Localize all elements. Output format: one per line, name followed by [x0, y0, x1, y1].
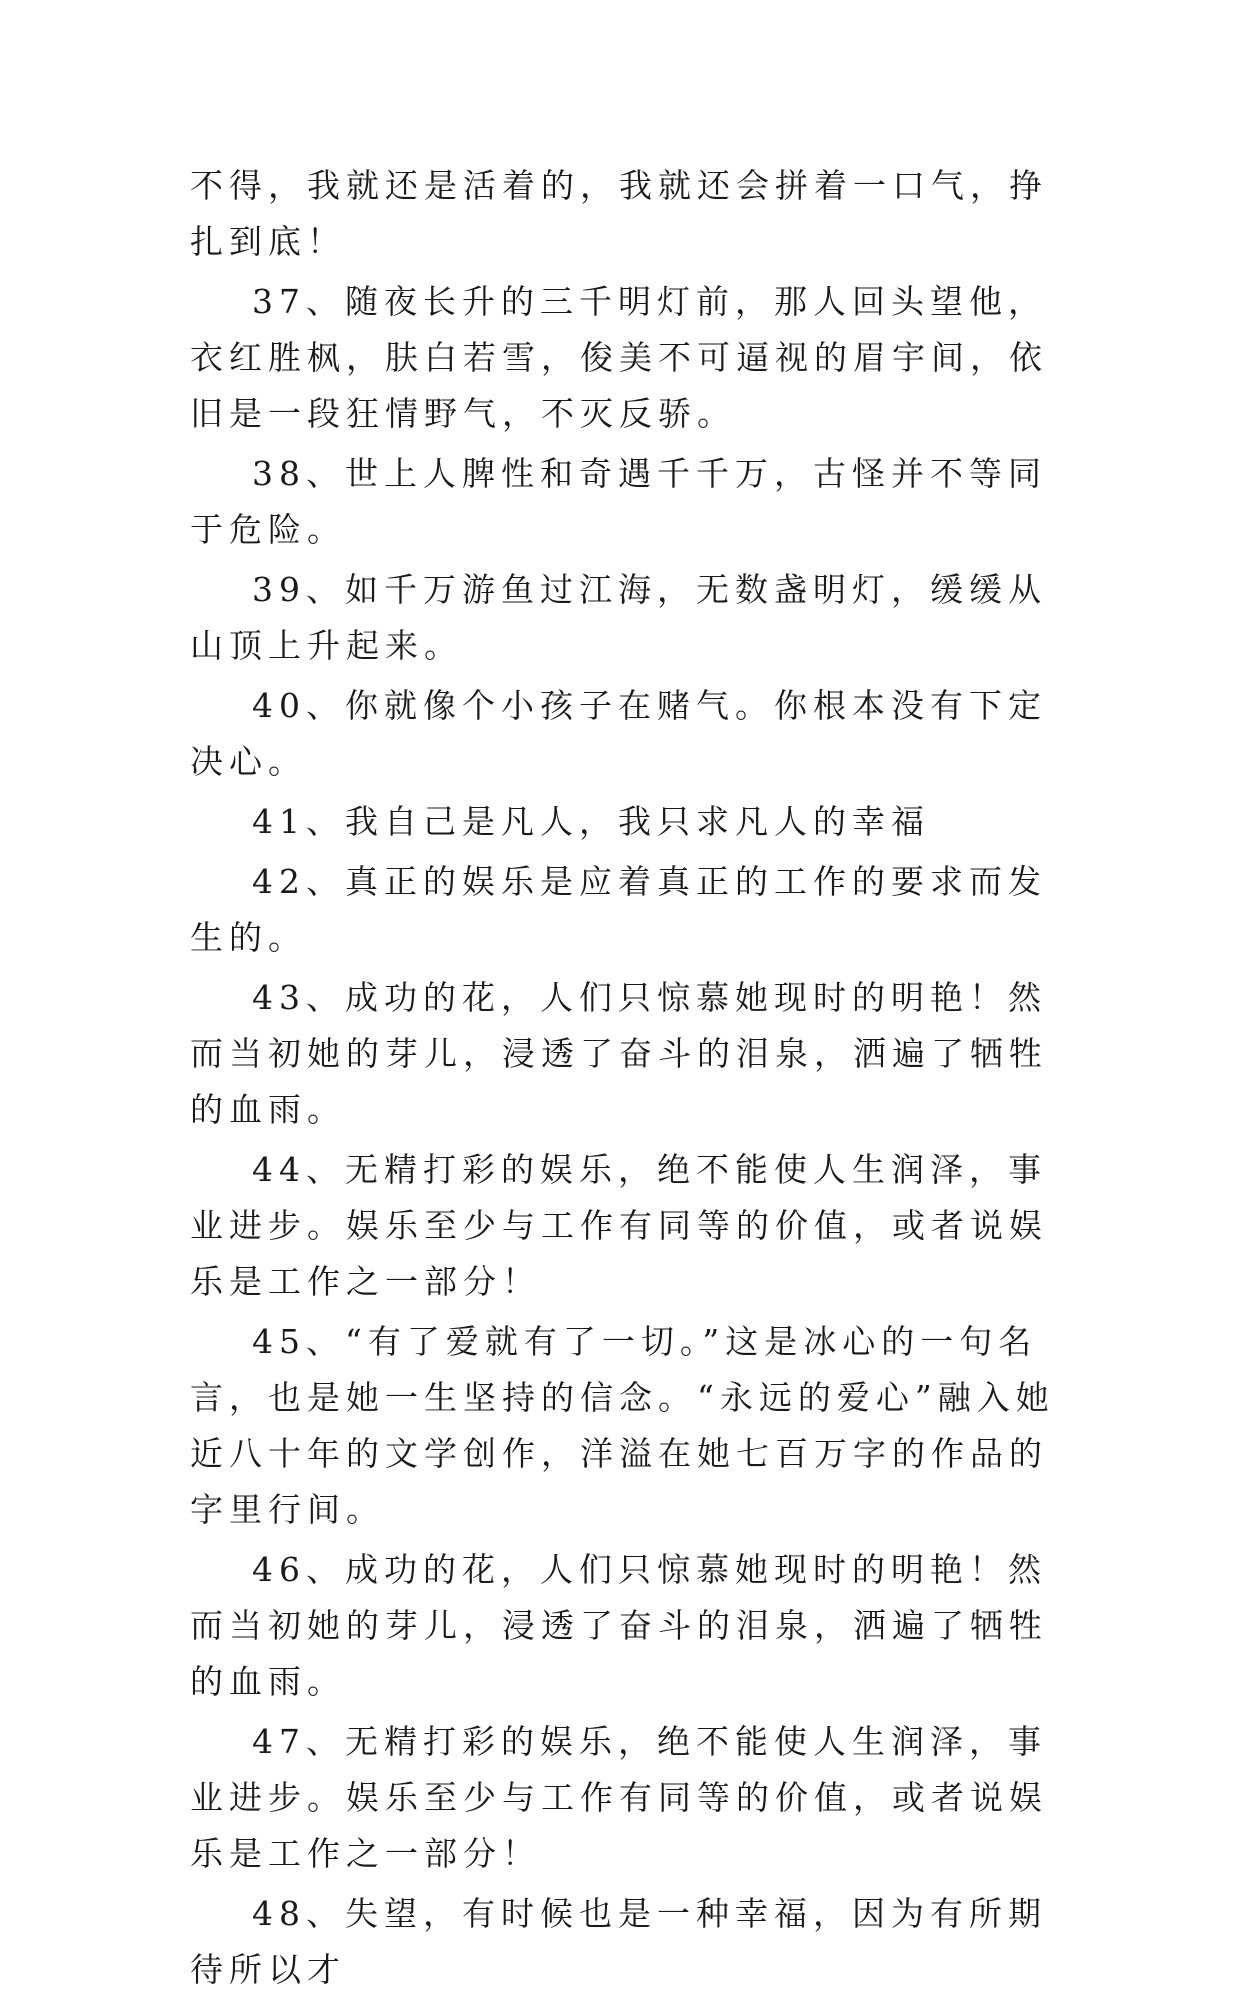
paragraph: 45、“有了爱就有了一切。”这是冰心的一句名言，也是她一生坚持的信念。“永远的爱心”融入她近八十年的文学创作，洋溢在她七百万字的作品的字里行间。	[190, 1322, 1055, 1529]
paragraph: 41、我自己是凡人，我只求凡人的幸福	[252, 802, 930, 841]
paragraph: 38、世上人脾性和奇遇千千万，古怪并不等同于危险。	[190, 454, 1047, 549]
paragraph: 42、真正的娱乐是应着真正的工作的要求而发生的。	[190, 862, 1047, 957]
paragraph: 46、成功的花，人们只惊慕她现时的明艳！然而当初她的芽儿，浸透了奋斗的泪泉，洒遍了牺牲的血雨。	[190, 1550, 1048, 1701]
paragraph: 40、你就像个小孩子在赌气。你根本没有下定决心。	[190, 686, 1047, 781]
document-body	[190, 158, 1070, 2002]
paragraph: 47、无精打彩的娱乐，绝不能使人生润泽，事业进步。娱乐至少与工作有同等的价值，或者说娱乐是工作之一部分！	[190, 1722, 1048, 1873]
paragraph: 43、成功的花，人们只惊慕她现时的明艳！然而当初她的芽儿，浸透了奋斗的泪泉，洒遍了牺牲的血雨。	[190, 978, 1048, 1129]
paragraph: 37、随夜长升的三千明灯前，那人回头望他，衣红胜枫，肤白若雪，俊美不可逼视的眉宇间，依旧是一段狂情野气，不灭反骄。	[190, 282, 1048, 433]
paragraph: 44、无精打彩的娱乐，绝不能使人生润泽，事业进步。娱乐至少与工作有同等的价值，或者说娱乐是工作之一部分！	[190, 1150, 1048, 1301]
paragraph: 39、如千万游鱼过江海，无数盏明灯，缓缓从山顶上升起来。	[190, 570, 1047, 665]
paragraph: 48、失望，有时候也是一种幸福，因为有所期待所以才	[190, 1894, 1047, 1989]
paragraph: 不得，我就还是活着的，我就还会拼着一口气，挣扎到底！	[190, 166, 1048, 261]
